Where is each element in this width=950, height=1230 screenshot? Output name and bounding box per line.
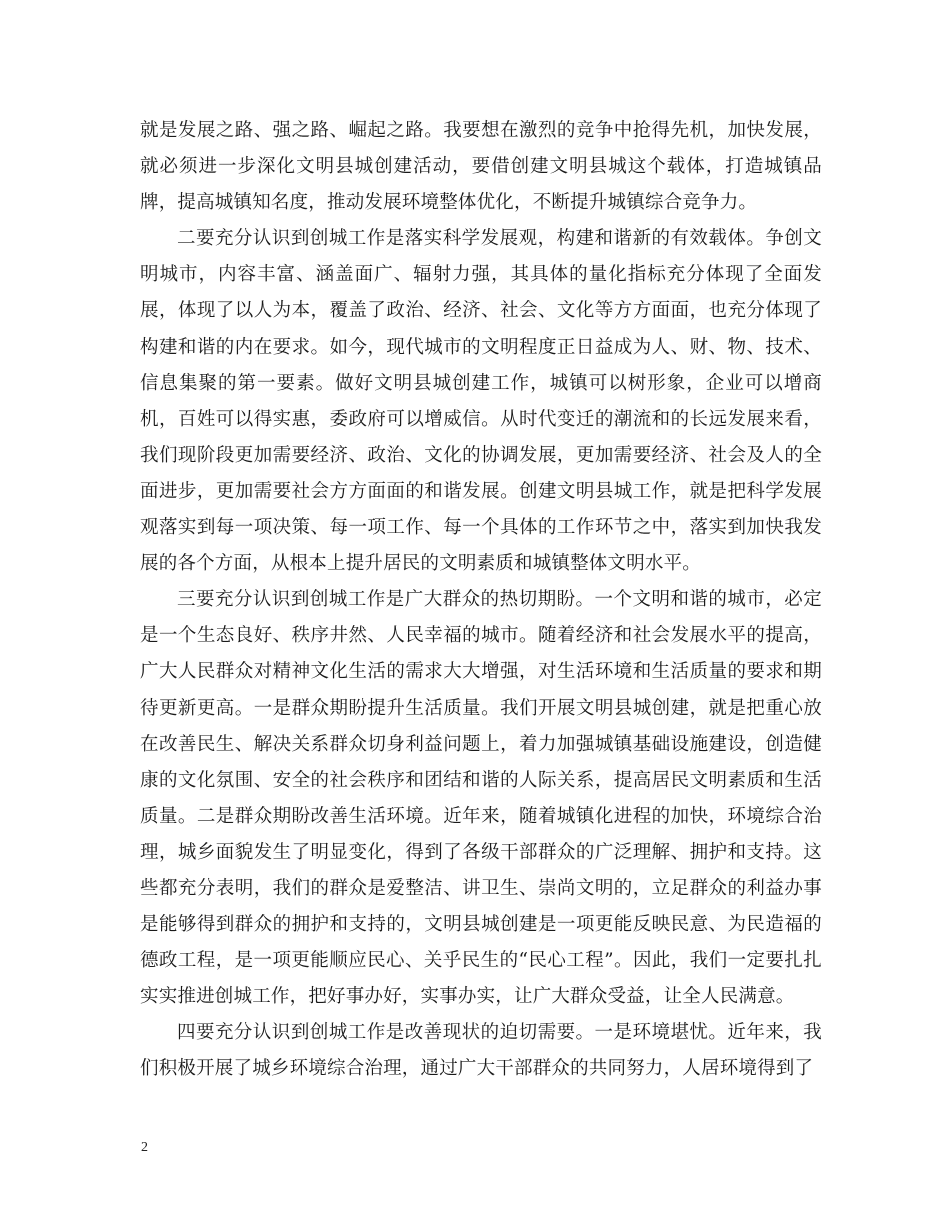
paragraph-1: 就是发展之路、强之路、崛起之路。我要想在激烈的竞争中抢得先机，加快发展，就必须进一步深化文明县城创建活动，要借创建文明县城这个载体，打造城镇品牌，提高城镇知名度，推动发展环境整体优化，不断提升城镇综合竞争力。 — [140, 120, 822, 214]
page-number: 2 — [141, 1140, 148, 1155]
document-body — [140, 113, 822, 1088]
paragraph-3: 三要充分认识到创城工作是广大群众的热切期盼。一个文明和谐的城市，必定是一个生态良好、秩序井然、人民幸福的城市。随着经济和社会发展水平的提高，广大人民群众对精神文化生活的需求大大增强，对生活环境和生活质量的要求和期待更新更高。一是群众期盼提升生活质量。我们开展文明县城创建，就是把重心放在改善民生、解决关系群众切身利益问题上，着力加强城镇基础设施建设，创造健康的文化氛围、安全的社会秩序和团结和谐的人际关系，提高居民文明素质和生活质量。二是群众期盼改善生活环境。近年来，随着城镇化进程的加快，环境综合治理，城乡面貌发生了明显变化，得到了各级干部群众的广泛理解、拥护和支持。这些都充分表明，我们的群众是爱整洁、讲卫生、崇尚文明的，立足群众的利益办事是能够得到群众的拥护和支持的，文明县城创建是一项更能反映民意、为民造福的德政工程，是一项更能顺应民心、关乎民生的“民心工程”。因此，我们一定要扎扎实实推进创城工作，把好事办好，实事办实，让广大群众受益，让全人民满意。 — [140, 589, 822, 1008]
paragraph-4: 四要充分认识到创城工作是改善现状的迫切需要。一是环境堪忧。近年来，我们积极开展了城乡环境综合治理，通过广大干部群众的共同努力，人居环境得到了 — [140, 1022, 822, 1080]
paragraph-2: 二要充分认识到创城工作是落实科学发展观，构建和谐新的有效载体。争创文明城市，内容丰富、涵盖面广、辐射力强，其具体的量化指标充分体现了全面发展，体现了以人为本，覆盖了政治、经济、社会、文化等方方面面，也充分体现了构建和谐的内在要求。如今，现代城市的文明程度正日益成为人、财、物、技术、信息集聚的第一要素。做好文明县城创建工作，城镇可以树形象，企业可以增商机，百姓可以得实惠，委政府可以增威信。从时代变迁的潮流和的长远发展来看，我们现阶段更加需要经济、政治、文化的协调发展，更加需要经济、社会及人的全面进步，更加需要社会方方面面的和谐发展。创建文明县城工作，就是把科学发展观落实到每一项决策、每一项工作、每一个具体的工作环节之中，落实到加快我发展的各个方面，从根本上提升居民的文明素质和城镇整体文明水平。 — [140, 228, 822, 575]
